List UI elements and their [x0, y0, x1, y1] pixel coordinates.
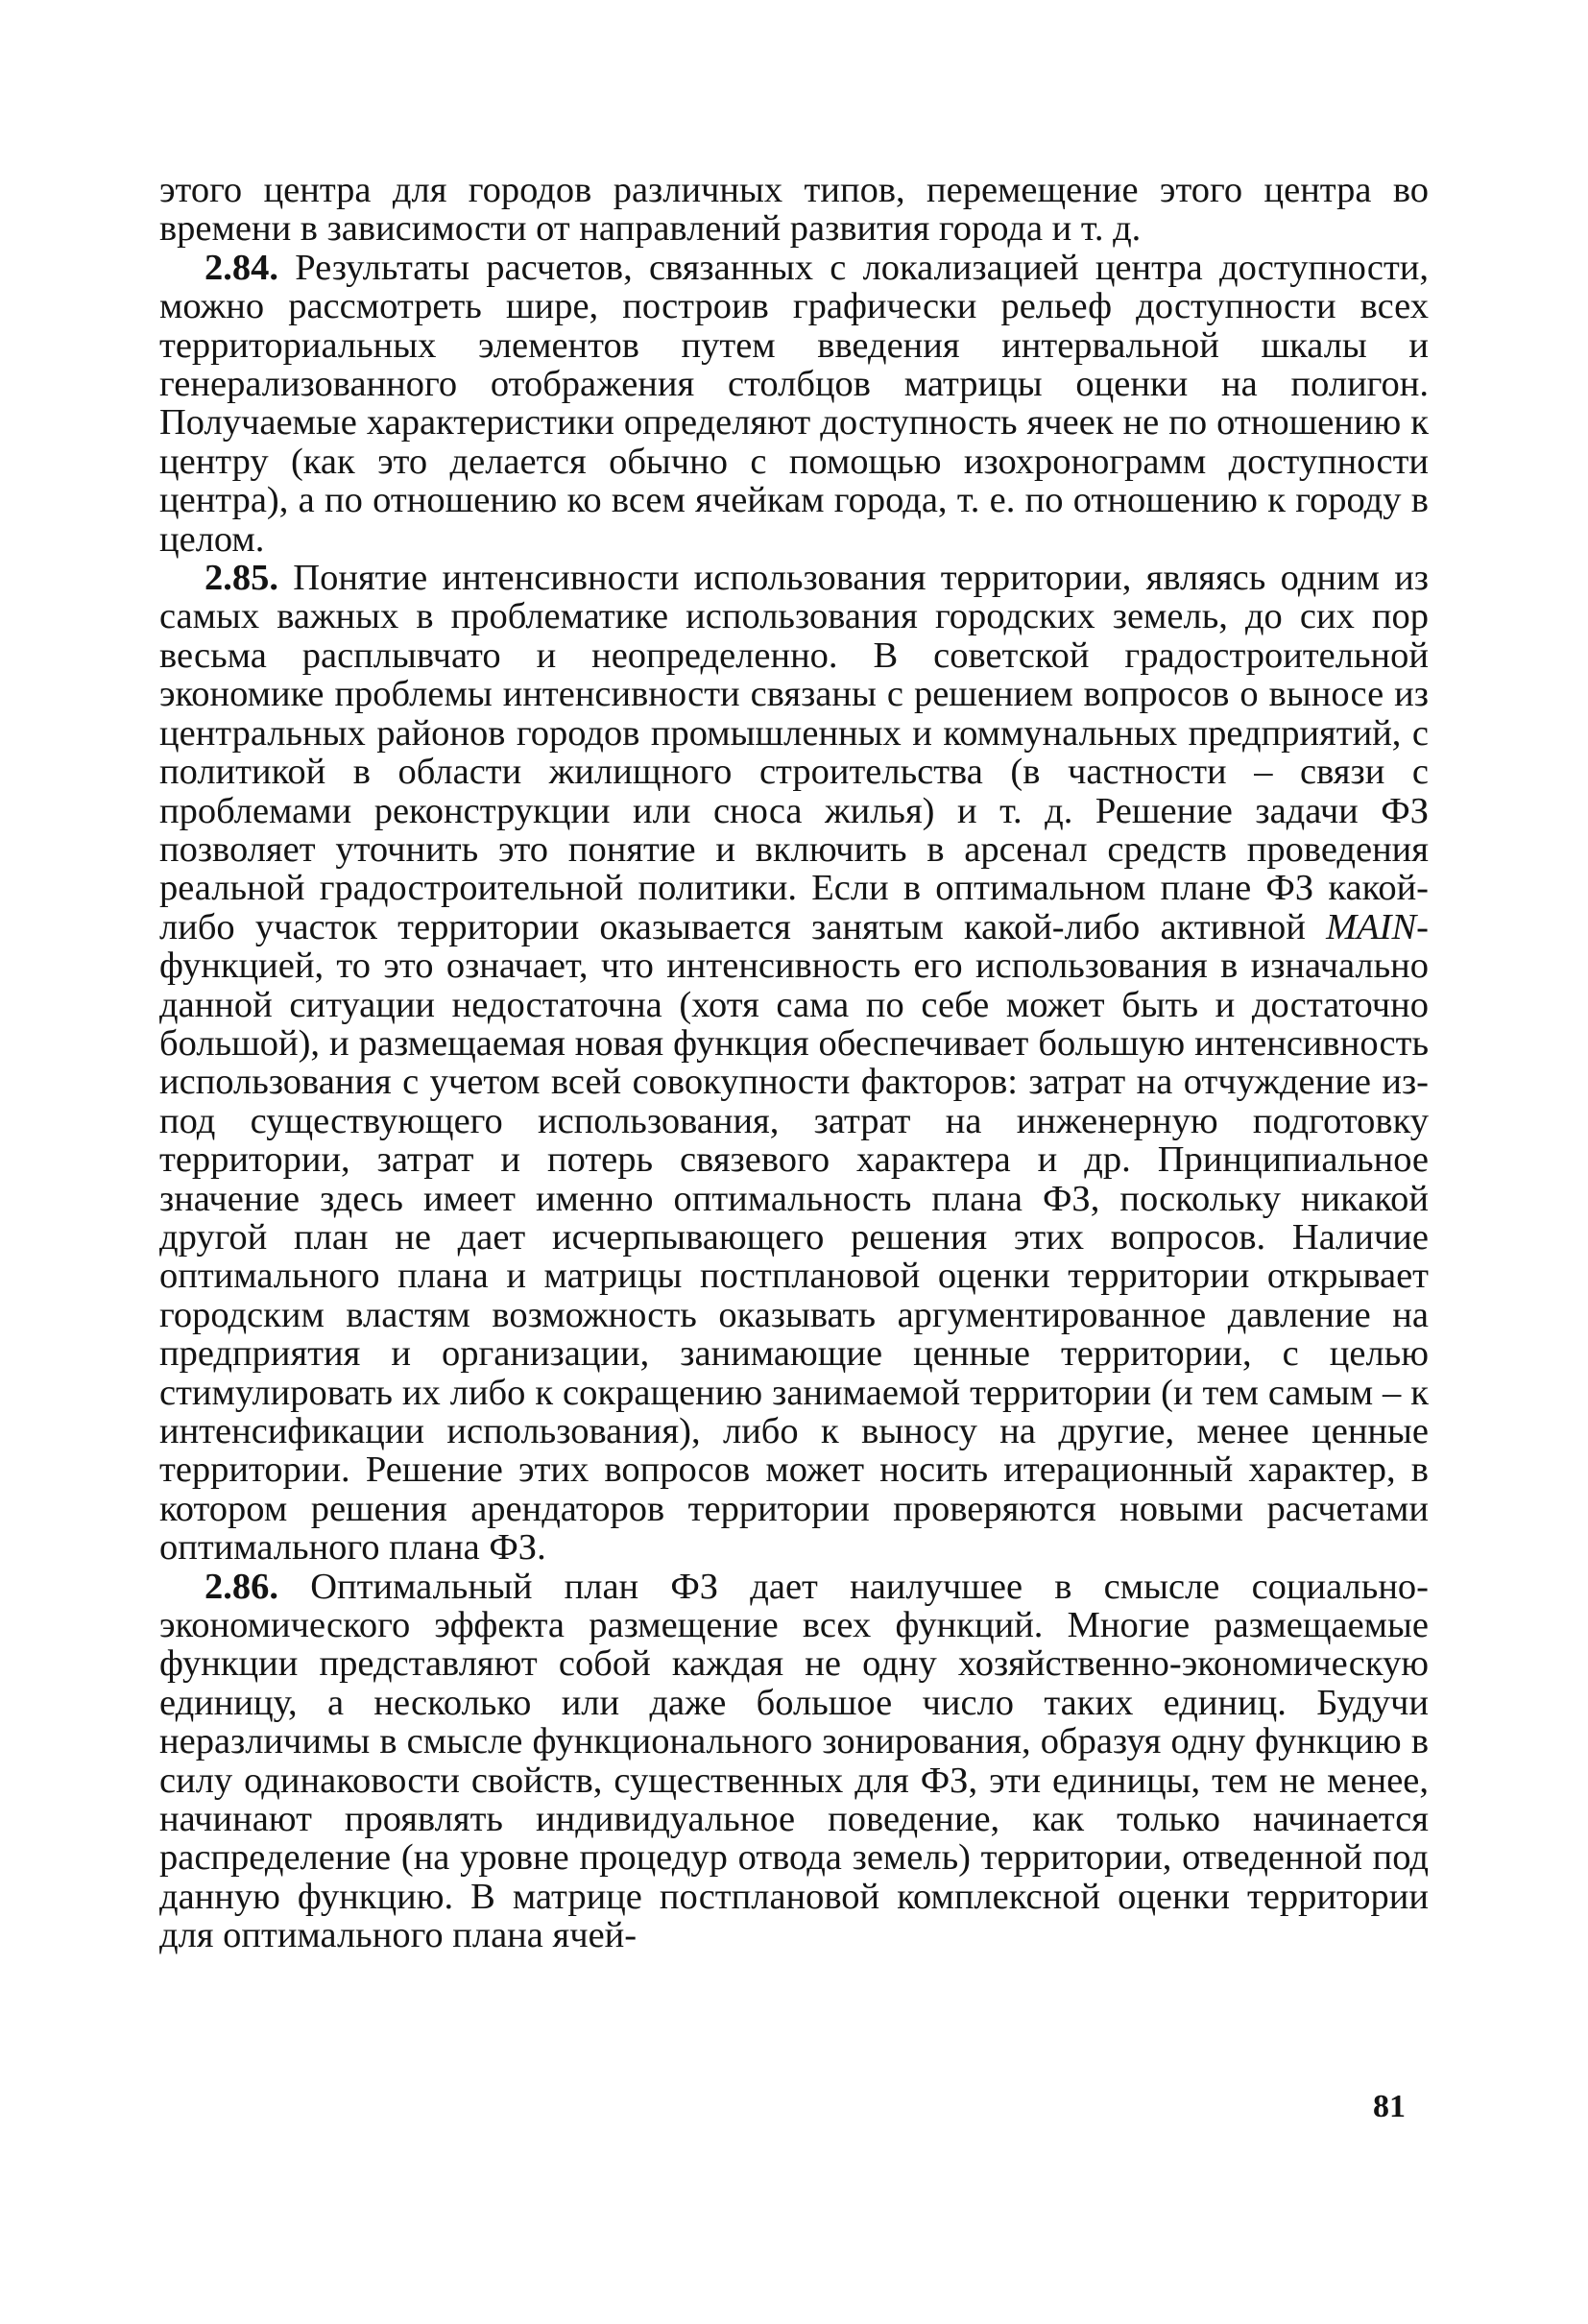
- paragraph-continuation: [159, 171, 1429, 249]
- paragraph-text: этого центра для городов различных типов, перемещение этого центра во времени в зависимости от направлений развития города и т. д.: [159, 170, 1429, 250]
- paragraph-2-86: [159, 1568, 1429, 1955]
- paragraph-text: Оптимальный план ФЗ дает наилучшее в смысле социально-экономического эффекта размещение всех функций. Многие размещаемые функции представляют собой каждая не одну хозяйственно-экономическую единицу, а несколько или даже большое число таких единиц. Будучи неразличимы в смысле функционального зонирования, образуя одну функцию в силу одинаковости свойств, существенных для ФЗ, эти единицы, тем не менее, начинают проявлять индивидуальное поведение, как только начинается распределение (на уровне процедур отвода земель) территории, отведенной под данную функцию. В матрице постплановой комплексной оценки территории для оптимального плана ячей-: [159, 1566, 1429, 1956]
- paragraph-number: 2.84.: [205, 247, 278, 288]
- page-number: 81: [1373, 2089, 1406, 2124]
- paragraph-text: Результаты расчетов, связанных с локализацией центра доступности, можно рассмотреть шире, построив графически рельеф доступности всех территориальных элементов путем введения интервальной шкалы и генерализованного отображения столбцов матрицы оценки на полигон. Получаемые характеристики определяют доступность ячеек не по отношению к центру (как это делается обычно с помощью изохронограмм доступности центра), а по отношению ко всем ячейкам города, т. е. по отношению к городу в целом.: [159, 247, 1429, 560]
- paragraph-2-84: [159, 249, 1429, 559]
- italic-term: MAIN: [1326, 906, 1417, 947]
- paragraph-number: 2.86.: [205, 1566, 278, 1607]
- paragraph-text: Понятие интенсивности использования территории, являясь одним из самых важных в проблематике использования городских земель, до сих пор весьма расплывчато и неопределенно. В советской градостроительной экономике проблемы интенсивности связаны с решением вопросов о выносе из центральных районов городов промышленных и коммунальных предприятий, с политикой в области жилищного строительства (в частности – связи с проблемами реконструкции или сноса жилья) и т. д. Решение задачи ФЗ позволяет уточнить это понятие и включить в арсенал средств проведения реальной градостроительной политики. Если в оптимальном плане ФЗ какой-либо участок территории оказывается занятым какой-либо активной: [159, 558, 1429, 947]
- paragraph-text: -функцией, то это означает, что интенсивность его использования в изначально данной ситуации недостаточна (хотя сама по себе может быть и достаточно большой), и размещаемая новая функция обеспечивает большую интенсивность использования с учетом всей совокупности факторов: затрат на отчуждение из-под существующего использования, затрат на инженерную подготовку территории, затрат и потерь связевого характера и др. Принципиальное значение здесь имеет именно оптимальность плана ФЗ, поскольку никакой другой план не дает исчерпывающего решения этих вопросов. Наличие оптимального плана и матрицы постплановой оценки территории открывает городским властям возможность оказывать аргументированное давление на предприятия и организации, занимающие ценные территории, с целью стимулировать их либо к сокращению занимаемой территории (и тем самым – к интенсификации использования), либо к выносу на другие, менее ценные территории. Решение этих вопросов может носить итерационный характер, в котором решения арендаторов территории проверяются новыми расчетами оптимального плана ФЗ.: [159, 906, 1429, 1569]
- paragraph-2-85: [159, 559, 1429, 1568]
- paragraph-number: 2.85.: [205, 558, 278, 599]
- page-body: [159, 171, 1429, 1955]
